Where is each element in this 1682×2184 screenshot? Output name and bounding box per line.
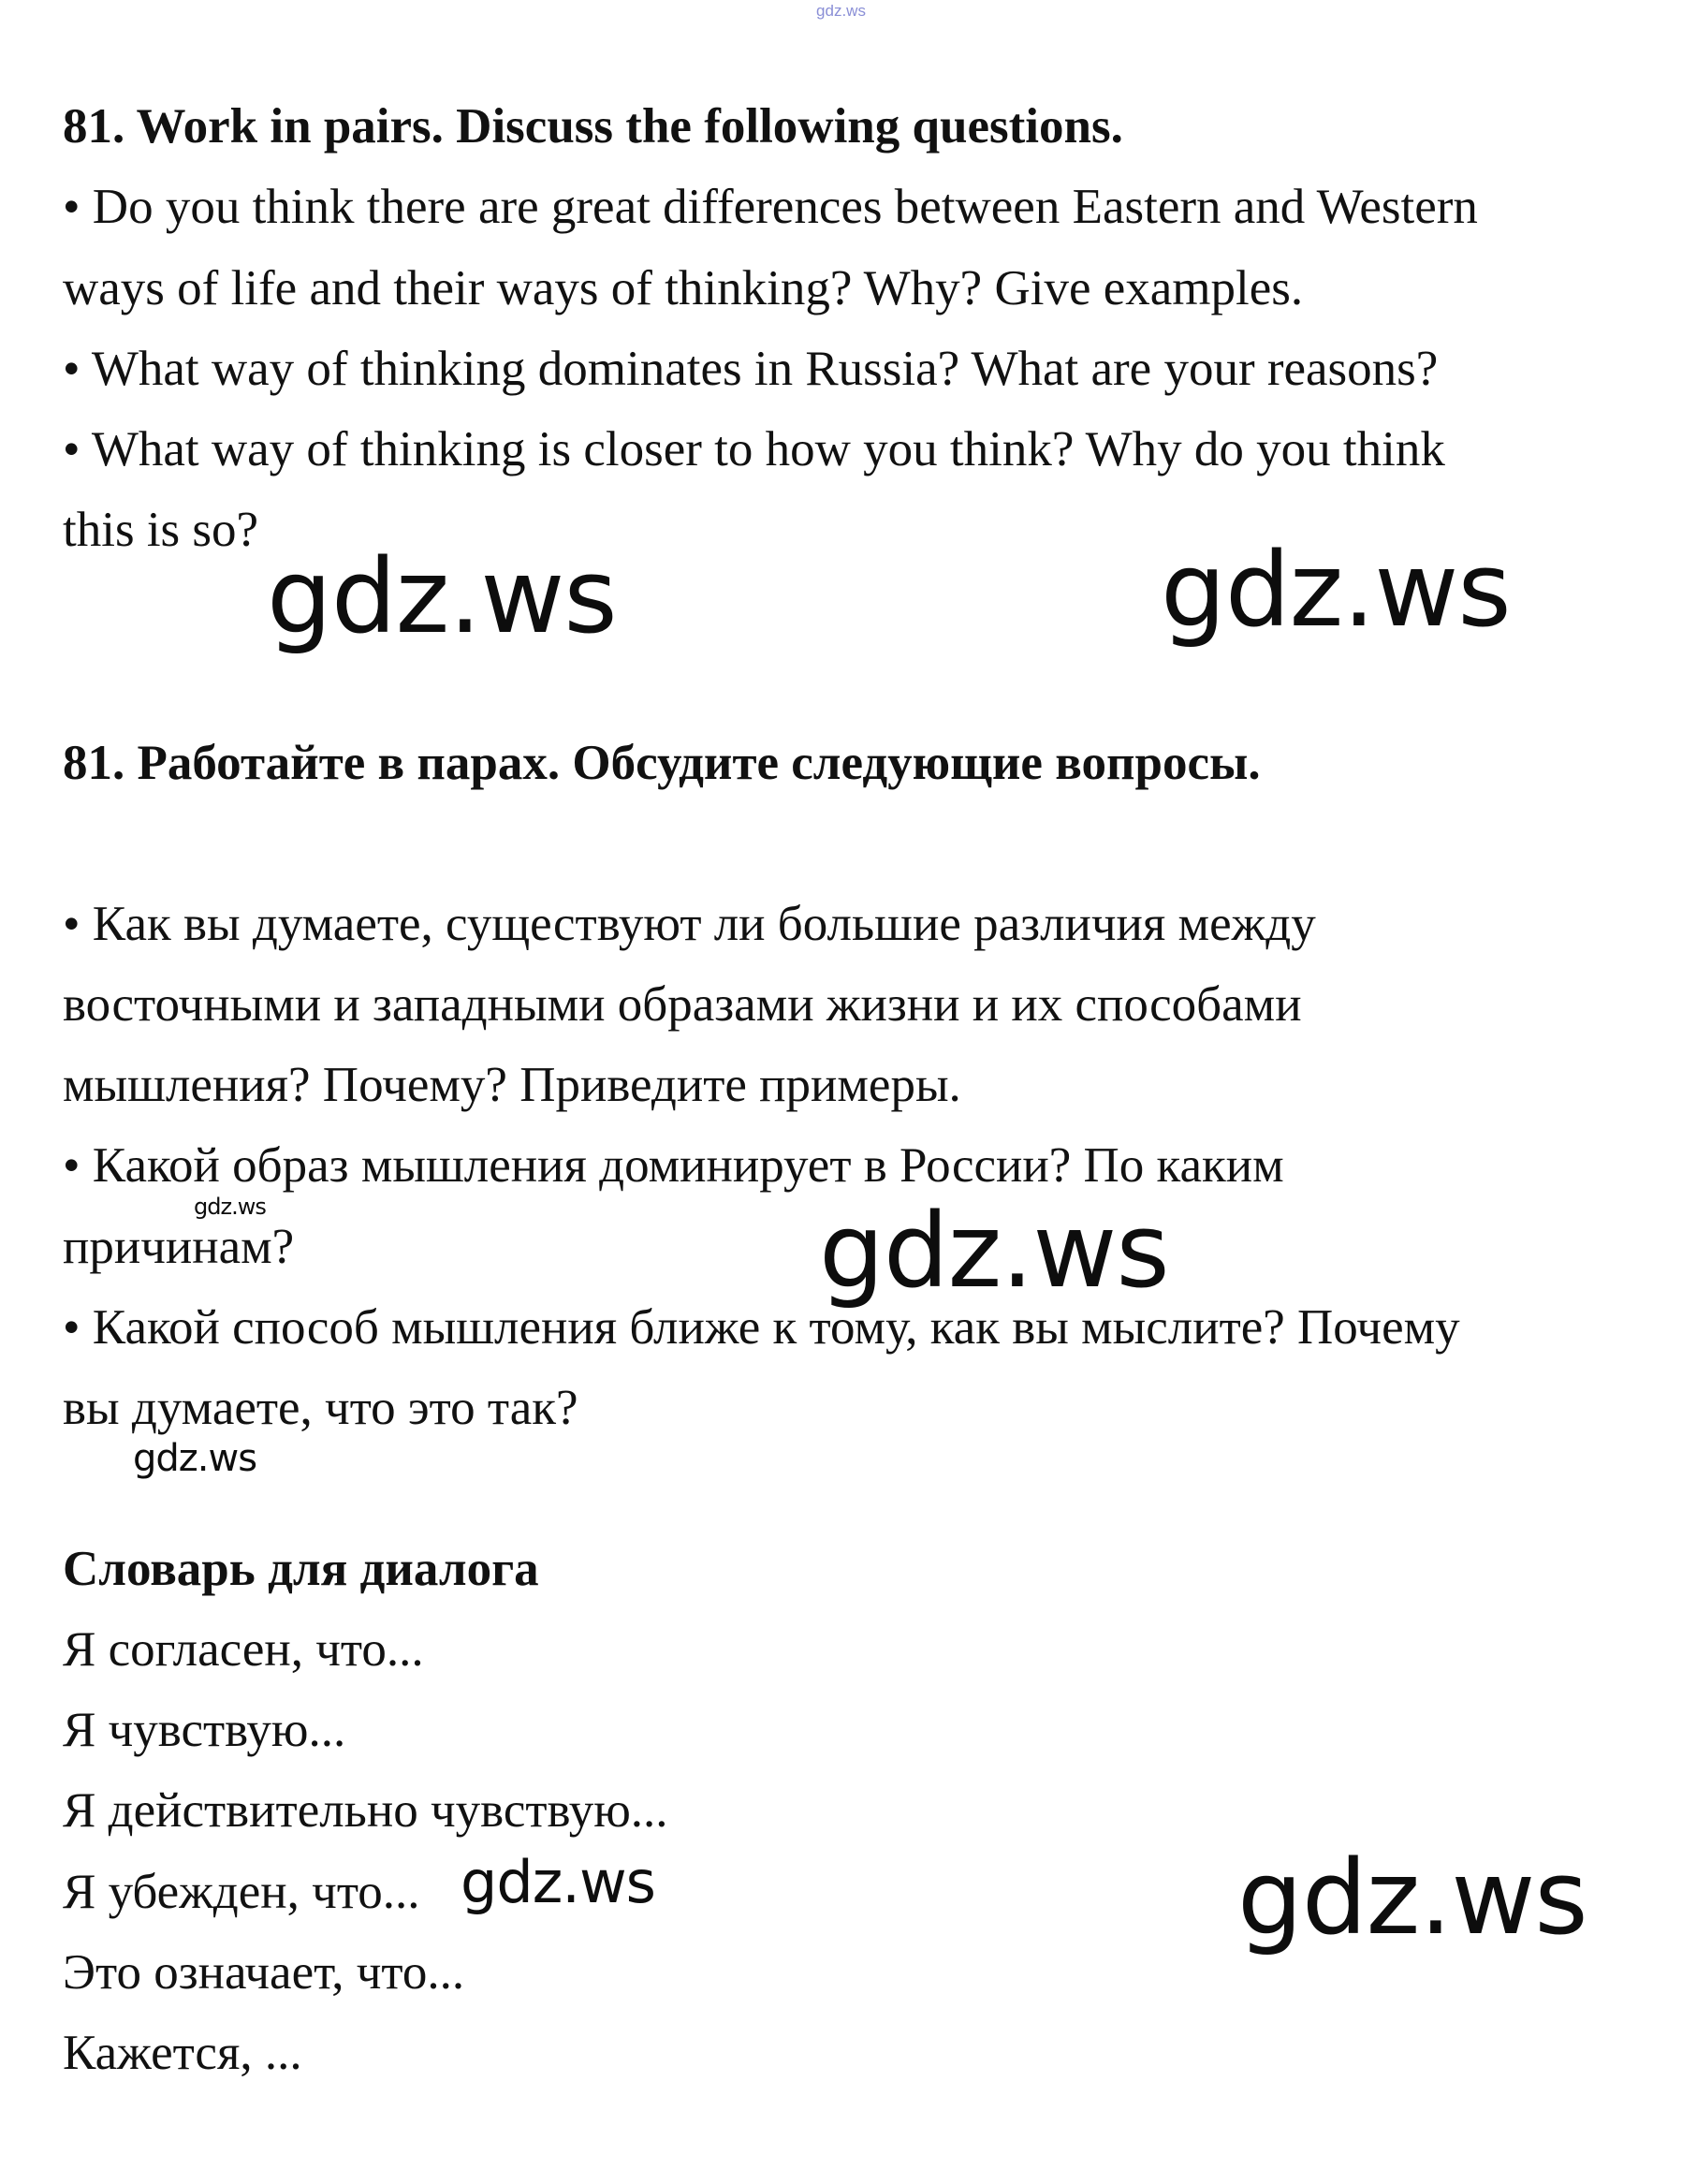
en-line: • What way of thinking is closer to how you think? Why do you think (63, 422, 1445, 476)
watermark: gdz.ws (1161, 530, 1511, 650)
ru-line: восточными и западными образами жизни и их способами (63, 977, 1302, 1032)
ru-line: • Какой способ мышления ближе к тому, как вы мыслите? Почему (63, 1300, 1460, 1355)
en-line: • Do you think there are great differences between Eastern and Western (63, 180, 1478, 234)
en-line: this is so? (63, 503, 259, 557)
ru-line: • Какой образ мышления доминирует в России? По каким (63, 1138, 1284, 1193)
watermark: gdz.ws (461, 1848, 655, 1916)
vocab-item: Я действительно чувствую... (63, 1783, 668, 1838)
watermark: gdz.ws (267, 536, 617, 656)
ru-line: мышления? Почему? Приведите примеры. (63, 1058, 961, 1112)
vocab-item: Кажется, ... (63, 2026, 302, 2080)
watermark: gdz.ws (194, 1194, 266, 1220)
en-line: • What way of thinking dominates in Russia? What are your reasons? (63, 342, 1439, 396)
ru-title: 81. Работайте в парах. Обсудите следующие вопросы. (63, 736, 1261, 790)
ru-line: вы думаете, что это так? (63, 1381, 578, 1435)
header-watermark: gdz.ws (816, 2, 866, 20)
vocab-item: Я чувствую... (63, 1703, 346, 1757)
watermark: gdz.ws (819, 1191, 1169, 1311)
ru-line: причинам? (63, 1220, 295, 1274)
en-line: ways of life and their ways of thinking? Why? Give examples. (63, 261, 1304, 315)
watermark: gdz.ws (133, 1437, 257, 1480)
vocab-item: Я согласен, что... (63, 1622, 424, 1677)
ru-line: • Как вы думаете, существуют ли большие различия между (63, 897, 1316, 951)
watermark: gdz.ws (1237, 1838, 1587, 1957)
en-title: 81. Work in pairs. Discuss the following questions. (63, 99, 1123, 154)
vocab-title: Словарь для диалога (63, 1542, 539, 1596)
vocab-item: Я убежден, что... (63, 1865, 420, 1919)
vocab-item: Это означает, что... (63, 1945, 465, 2000)
